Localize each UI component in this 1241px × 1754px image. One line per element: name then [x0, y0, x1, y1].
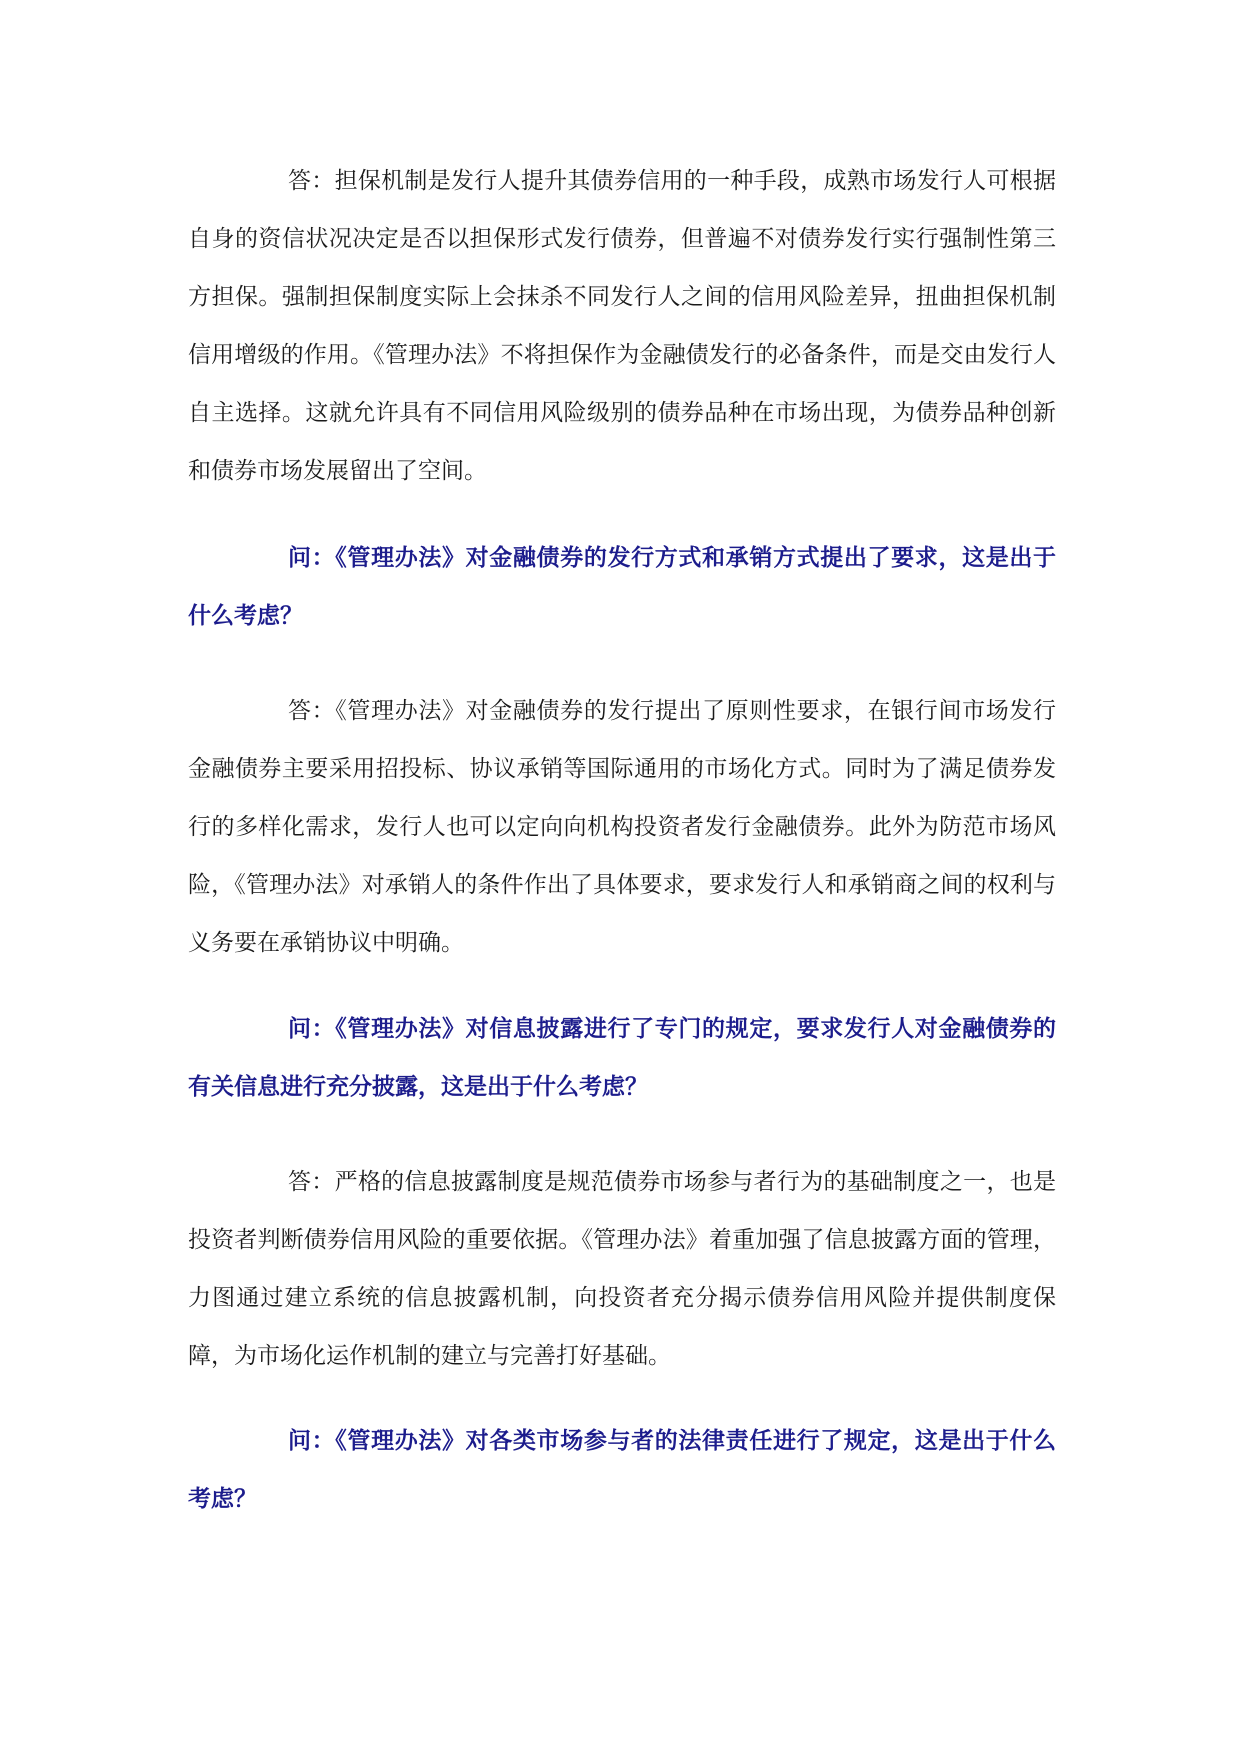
question-heading: 问：《管理办法》对金融债券的发行方式和承销方式提出了要求，这是出于什么考虑？ — [188, 544, 1056, 629]
question-heading: 问：《管理办法》对信息披露进行了专门的规定，要求发行人对金融债券的有关信息进行充分披露，这是出于什么考虑？ — [188, 1015, 1056, 1100]
answer-paragraph: 答：《管理办法》对金融债券的发行提出了原则性要求，在银行间市场发行金融债券主要采用招投标、协议承销等国际通用的市场化方式。同时为了满足债券发行的多样化需求，发行人也可以定向向机构投资者发行金融债券。此外为防范市场风险，《管理办法》对承销人的条件作出了具体要求，要求发行人和承销商之间的权利与义务要在承销协议中明确。 — [188, 698, 1056, 956]
question-heading: 问：《管理办法》对各类市场参与者的法律责任进行了规定，这是出于什么考虑？ — [188, 1427, 1056, 1512]
answer-paragraph: 答：担保机制是发行人提升其债券信用的一种手段，成熟市场发行人可根据自身的资信状况决定是否以担保形式发行债券，但普遍不对债券发行实行强制性第三方担保。强制担保制度实际上会抹杀不同发行人之间的信用风险差异，扭曲担保机制信用增级的作用。《管理办法》不将担保作为金融债发行的必备条件，而是交由发行人自主选择。这就允许具有不同信用风险级别的债券品种在市场出现，为债券品种创新和债券市场发展留出了空间。 — [188, 168, 1056, 484]
answer-paragraph: 答：严格的信息披露制度是规范债券市场参与者行为的基础制度之一，也是投资者判断债券信用风险的重要依据。《管理办法》着重加强了信息披露方面的管理，力图通过建立系统的信息披露机制，向投资者充分揭示债券信用风险并提供制度保障，为市场化运作机制的建立与完善打好基础。 — [188, 1169, 1056, 1369]
